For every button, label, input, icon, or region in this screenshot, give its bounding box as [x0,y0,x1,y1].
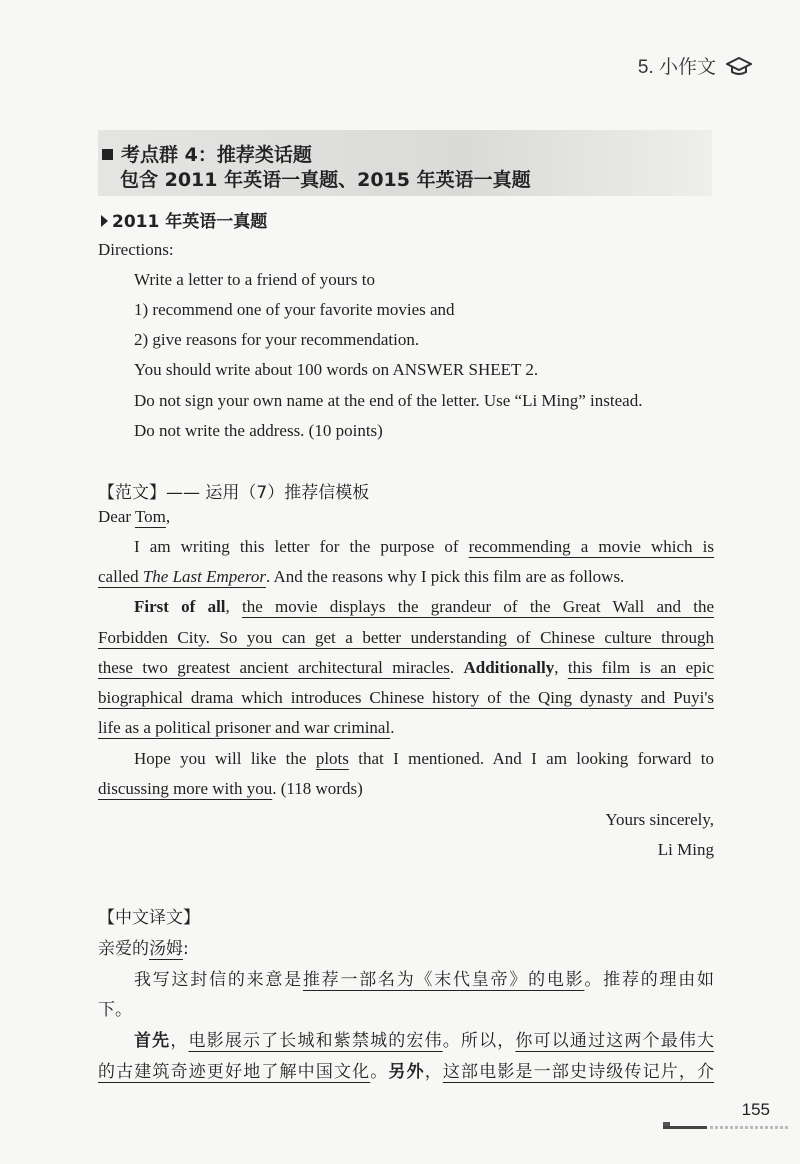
sample-closing: Yours sincerely, [605,810,714,829]
triangle-bullet-icon [101,215,108,227]
translation-p2-line1: 首先，电影展示了长城和紫禁城的宏伟。所以，你可以通过这两个最伟大 [134,1031,715,1051]
sample-p2-line2: Forbidden City. So you can get a better understanding of Chinese culture through [98,628,714,647]
sample-p2-line5: life as a political prisoner and war criminal. [98,718,395,737]
page-number: 155 [741,1100,770,1119]
directions-line: 1) recommend one of your favorite movies and [134,300,455,319]
translation-p1-line1: 我写这封信的来意是推荐一部名为《末代皇帝》的电影。推荐的理由如 [134,970,715,990]
translation-heading: 【中文译文】 [98,908,200,928]
section-title: 考点群 4：推荐类话题 [102,140,312,167]
translation-p1-line2: 下。 [98,1000,132,1020]
directions-line: 2) give reasons for your recommendation. [134,330,420,349]
sample-salutation: Dear Tom, [98,507,171,526]
directions-label: Directions: [98,240,174,259]
sample-p2-line1: First of all, the movie displays the grandeur of the Great Wall and the [134,597,715,616]
chapter-title: 5. 小作文 [637,57,716,78]
sample-heading: 【范文】—— 运用（7）推荐信模板 [98,483,370,503]
sample-p3-line2: discussing more with you. (118 words) [98,779,363,798]
sample-p1-line2: called The Last Emperor. And the reasons why I pick this film are as follows. [98,567,625,586]
sample-p2-line4: biographical drama which introduces Chinese history of the Qing dynasty and Puyi's [98,688,714,707]
translation-salutation: 亲爱的汤姆: [98,939,189,959]
graduation-cap-icon [726,56,752,76]
directions-line: Do not sign your own name at the end of the letter. Use “Li Ming” instead. [134,391,643,410]
translation-p2-line2: 的古建筑奇迹更好地了解中国文化。另外，这部电影是一部史诗级传记片，介 [98,1062,715,1082]
sample-p1-line1: I am writing this letter for the purpose of recommending a movie which is [134,537,714,556]
exam-heading: 2011 年英语一真题 [101,207,267,232]
section-subtitle: 包含 2011 年英语一真题、2015 年英语一真题 [120,169,531,191]
square-bullet-icon [102,149,113,160]
chapter-header [638,52,752,79]
directions-line: You should write about 100 words on ANSWER SHEET 2. [134,360,539,379]
sample-p3-line1: Hope you will like the plots that I mentioned. And I am looking forward to [134,749,714,768]
directions-line: Write a letter to a friend of yours to [134,270,376,289]
footer-dots [710,1126,790,1129]
footer-bar [663,1126,707,1129]
sample-signature: Li Ming [657,840,714,859]
sample-p2-line3: these two greatest ancient architectural miracles. Additionally, this film is an epic [98,658,714,677]
directions-line: Do not write the address. (10 points) [134,421,383,440]
